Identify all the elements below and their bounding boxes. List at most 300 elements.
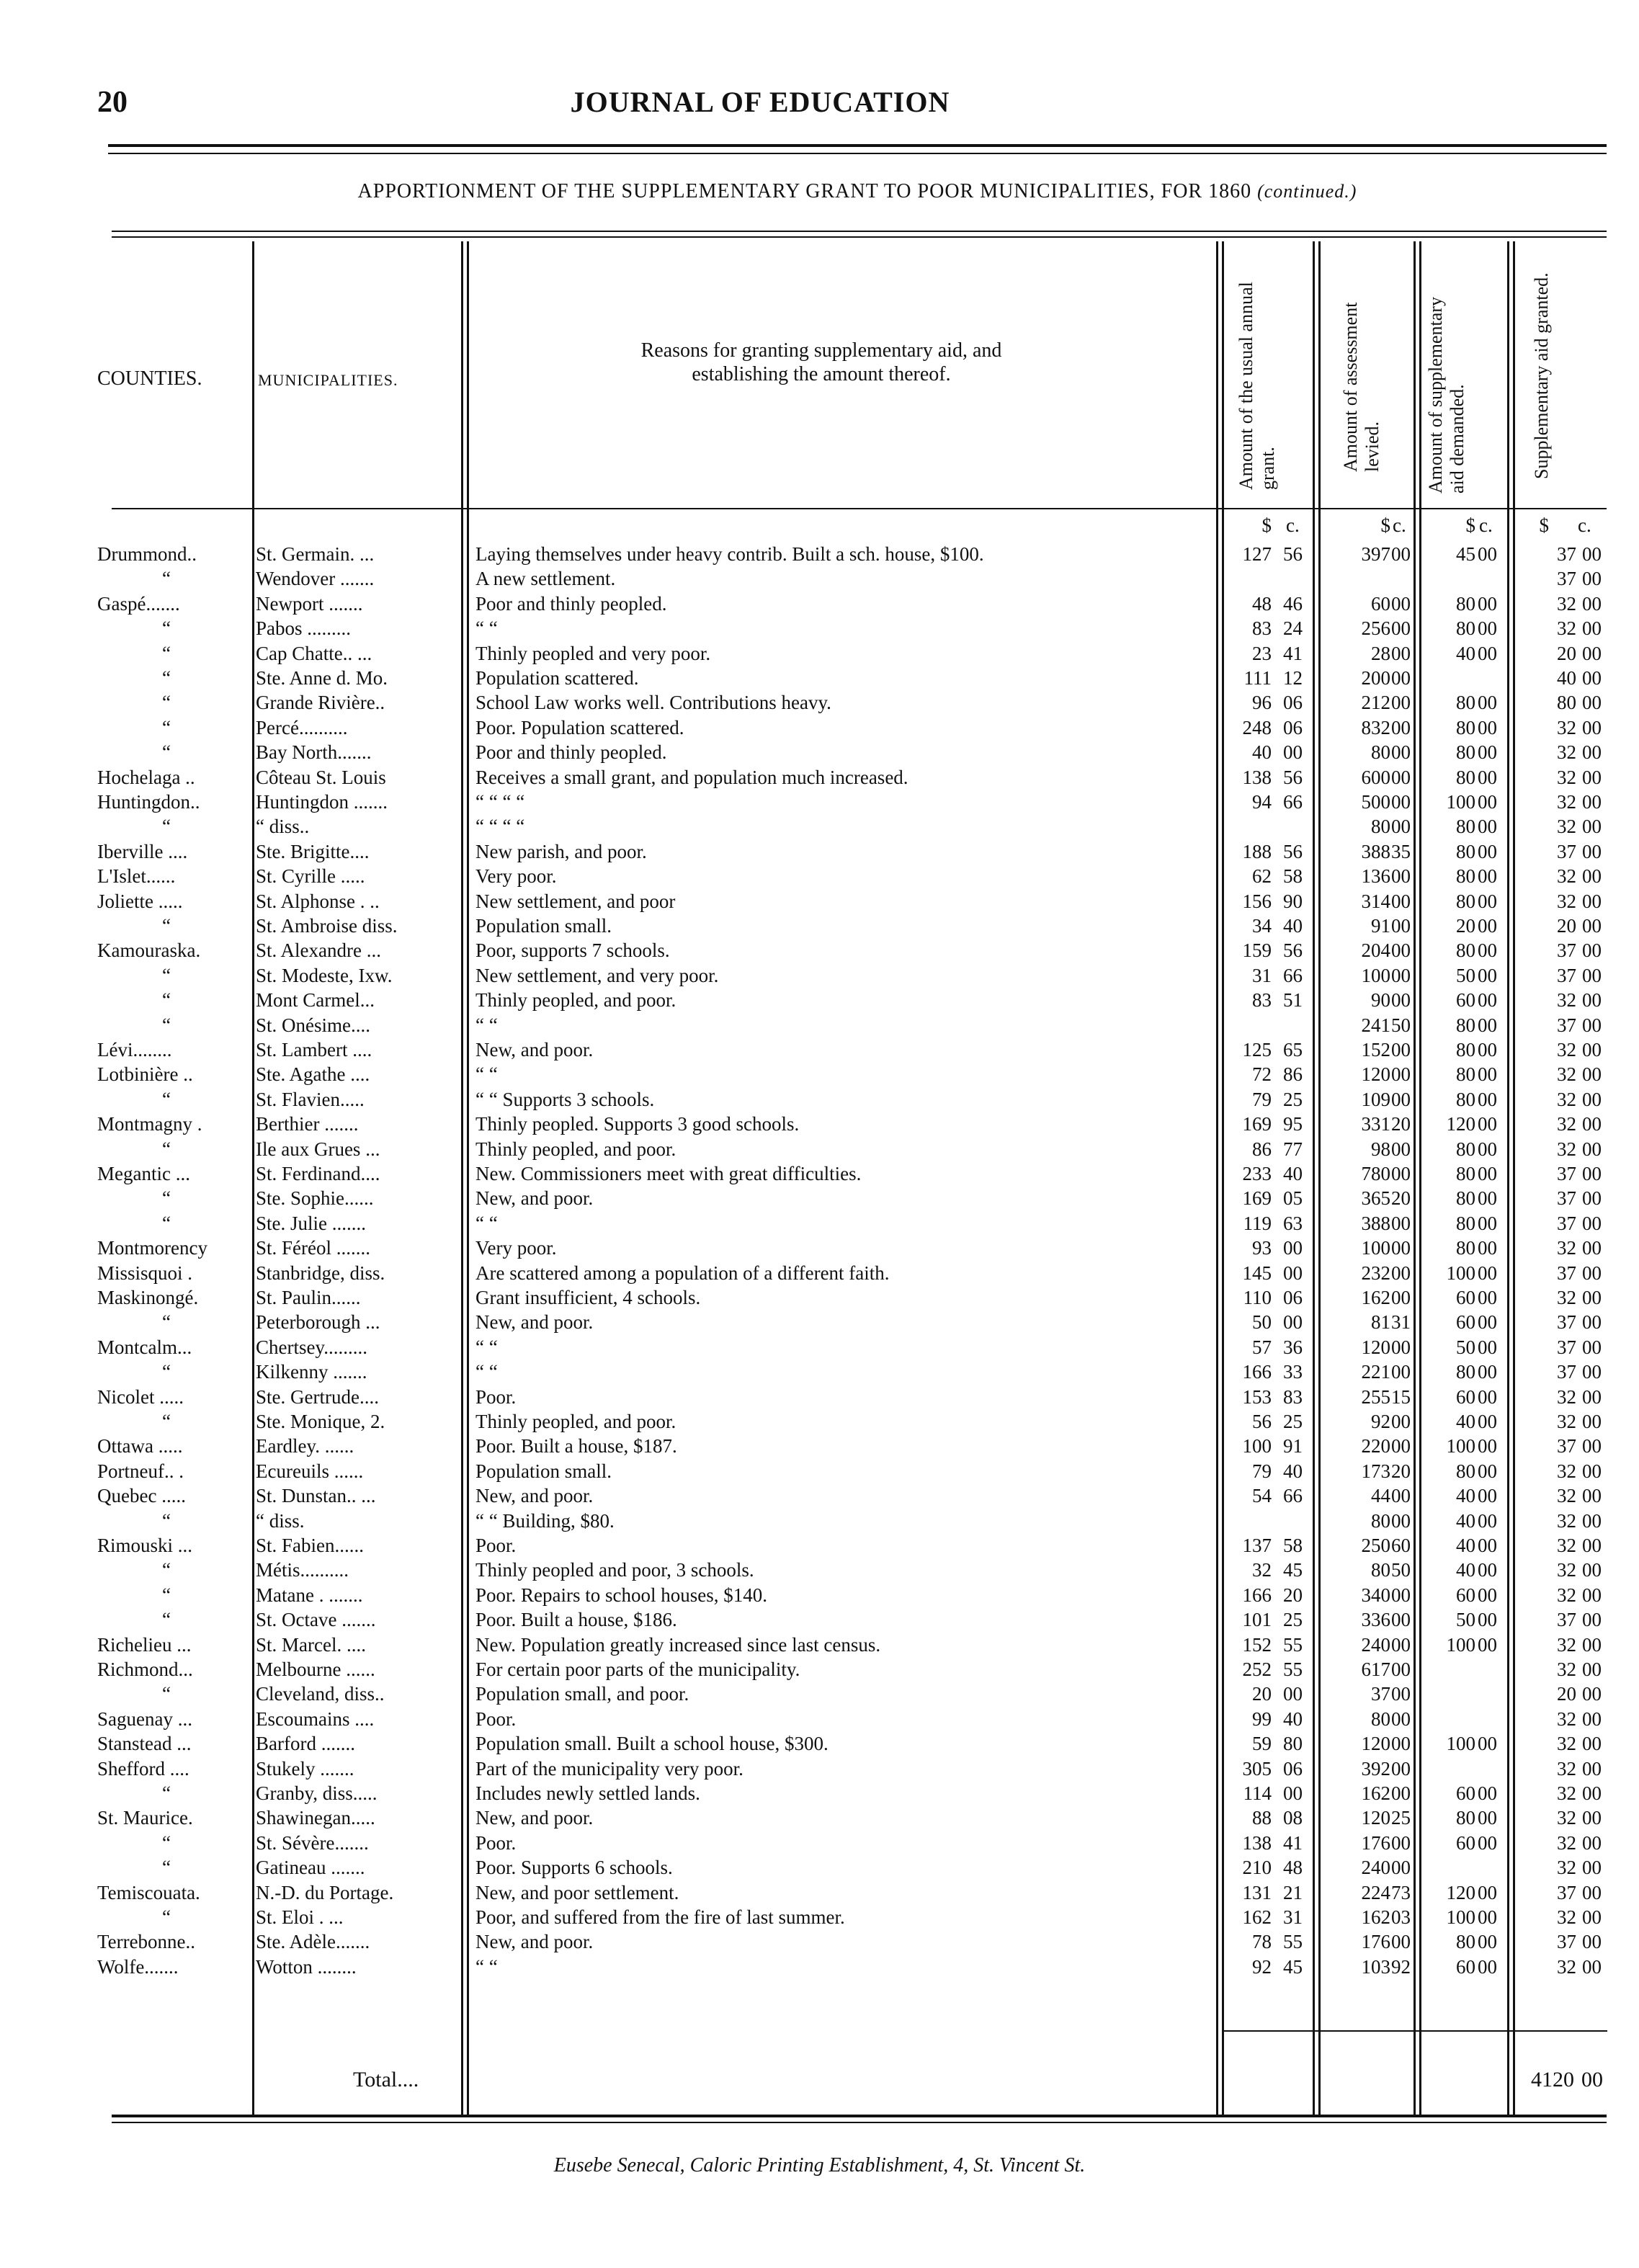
reason-cell: “ “ Supports 3 schools. <box>475 1088 655 1110</box>
municipality-cell: Wendover ....... <box>256 568 375 590</box>
header-granted: Supplementary aid granted. <box>1531 272 1552 479</box>
assessment-cents: 00 <box>1391 1088 1411 1110</box>
municipality-cell: St. Ferdinand.... <box>256 1163 380 1184</box>
granted-dollars: 32 <box>1557 1088 1576 1110</box>
usual-grant-cents: 36 <box>1283 1336 1303 1358</box>
municipality-cell: St. Germain. ... <box>256 543 375 565</box>
usual-grant-dollars: 162 <box>1242 1906 1272 1928</box>
municipality-cell: St. Marcel. .... <box>256 1633 366 1656</box>
assessment-dollars: 388 <box>1361 840 1390 862</box>
usual-grant-dollars: 145 <box>1242 1262 1272 1284</box>
county-cell: Iberville .... <box>97 840 188 862</box>
usual-grant-dollars: 23 <box>1252 642 1272 664</box>
granted-cents: 00 <box>1582 1535 1602 1556</box>
municipality-cell: Métis.......... <box>256 1559 349 1581</box>
municipality-cell: St. Onésime.... <box>256 1014 370 1036</box>
assessment-dollars: 340 <box>1361 1584 1390 1606</box>
usual-grant-cents: 00 <box>1283 741 1303 764</box>
assessment-dollars: 241 <box>1361 1014 1390 1036</box>
reason-cell: “ “ <box>475 1063 498 1086</box>
reason-cell: “ “ <box>475 1955 498 1978</box>
municipality-cell: “ diss. <box>256 1509 305 1532</box>
granted-cents: 00 <box>1582 1212 1602 1234</box>
reason-cell: “ “ <box>475 1212 498 1234</box>
reason-cell: New. Commissioners meet with great difficulties. <box>475 1163 862 1184</box>
granted-dollars: 32 <box>1557 1509 1576 1532</box>
granted-cents: 00 <box>1582 840 1602 862</box>
assessment-cents: 00 <box>1391 939 1411 962</box>
assessment-dollars: 255 <box>1361 1385 1390 1408</box>
total-dollars: 4120 <box>1531 2068 1574 2091</box>
granted-dollars: 37 <box>1557 1931 1576 1953</box>
reason-cell: Includes newly settled lands. <box>475 1782 700 1804</box>
table-row <box>0 963 1639 988</box>
granted-dollars: 32 <box>1557 1535 1576 1556</box>
total-rule <box>1222 2030 1607 2032</box>
table-row <box>0 1731 1639 1756</box>
county-cell: Drummond.. <box>97 543 197 565</box>
usual-grant-cents: 00 <box>1283 1262 1303 1284</box>
demanded-dollars: 60 <box>1456 989 1475 1012</box>
table-row <box>0 1087 1639 1112</box>
demanded-dollars: 80 <box>1456 865 1475 888</box>
table-row <box>0 1459 1639 1483</box>
usual-grant-dollars: 252 <box>1242 1658 1272 1680</box>
demanded-cents: 00 <box>1478 1931 1497 1953</box>
table-row <box>0 765 1639 790</box>
granted-dollars: 32 <box>1557 1559 1576 1581</box>
demanded-cents: 00 <box>1478 1385 1497 1408</box>
demanded-dollars: 50 <box>1456 1336 1475 1358</box>
reason-cell: Thinly peopled and poor, 3 schools. <box>475 1559 754 1581</box>
usual-grant-cents: 00 <box>1283 1237 1303 1259</box>
demanded-dollars: 40 <box>1456 1559 1475 1581</box>
granted-dollars: 37 <box>1557 1187 1576 1210</box>
table-row <box>0 1037 1639 1062</box>
assessment-cents: 00 <box>1391 1707 1411 1730</box>
table-row <box>0 790 1639 814</box>
usual-grant-cents: 65 <box>1283 1039 1303 1061</box>
header-assessment: Amount of assessment levied. <box>1340 302 1383 472</box>
usual-grant-cents: 90 <box>1283 890 1303 912</box>
granted-cents: 00 <box>1582 1633 1602 1656</box>
assessment-cents: 00 <box>1391 1435 1411 1457</box>
demanded-cents: 00 <box>1478 1113 1497 1135</box>
demanded-dollars: 80 <box>1456 840 1475 862</box>
assessment-dollars: 109 <box>1361 1088 1390 1110</box>
demanded-cents: 00 <box>1478 1361 1497 1383</box>
county-cell: Montcalm... <box>97 1336 192 1358</box>
table-row <box>0 864 1639 888</box>
usual-grant-cents: 58 <box>1283 1535 1303 1556</box>
usual-grant-cents: 20 <box>1283 1584 1303 1606</box>
assessment-dollars: 162 <box>1361 1782 1390 1804</box>
granted-cents: 00 <box>1582 1262 1602 1284</box>
assessment-cents: 00 <box>1391 1336 1411 1358</box>
reason-cell: Poor. <box>475 1535 517 1556</box>
demanded-dollars: 40 <box>1456 642 1475 664</box>
demanded-dollars: 80 <box>1456 1212 1475 1234</box>
table-row <box>0 1583 1639 1607</box>
municipality-cell: St. Ambroise diss. <box>256 915 398 937</box>
usual-grant-cents: 56 <box>1283 840 1303 862</box>
county-cell: “ <box>162 964 171 986</box>
usual-grant-dollars: 92 <box>1252 1955 1272 1978</box>
municipality-cell: Grande Rivière.. <box>256 692 385 714</box>
demanded-dollars: 100 <box>1446 1262 1475 1284</box>
usual-grant-dollars: 156 <box>1242 890 1272 912</box>
assessment-dollars: 176 <box>1361 1831 1390 1854</box>
municipality-cell: Stanbridge, diss. <box>256 1262 385 1284</box>
county-cell: “ <box>162 1857 171 1879</box>
units-row <box>0 513 1639 537</box>
reason-cell: “ “ <box>475 617 498 640</box>
assessment-cents: 00 <box>1391 1658 1411 1680</box>
county-cell: Saguenay ... <box>97 1707 192 1730</box>
demanded-dollars: 100 <box>1446 1906 1475 1928</box>
assessment-cents: 00 <box>1391 989 1411 1012</box>
usual-grant-cents: 58 <box>1283 865 1303 888</box>
assessment-cents: 00 <box>1391 741 1411 764</box>
assessment-dollars: 162 <box>1361 1906 1390 1928</box>
reason-cell: For certain poor parts of the municipality. <box>475 1658 800 1680</box>
municipality-cell: St. Fabien...... <box>256 1535 365 1556</box>
assessment-dollars: 173 <box>1361 1460 1390 1482</box>
municipality-cell: Ste. Adèle....... <box>256 1931 370 1953</box>
usual-grant-cents: 06 <box>1283 1757 1303 1780</box>
reason-cell: New. Population greatly increased since last census. <box>475 1633 881 1656</box>
usual-grant-cents: 24 <box>1283 617 1303 640</box>
demanded-dollars: 80 <box>1456 1237 1475 1259</box>
table-row <box>0 1385 1639 1409</box>
demanded-cents: 00 <box>1478 716 1497 738</box>
assessment-dollars: 204 <box>1361 939 1390 962</box>
municipality-cell: Wotton ........ <box>256 1955 357 1978</box>
municipality-cell: St. Modeste, Ixw. <box>256 964 393 986</box>
assessment-cents: 00 <box>1391 543 1411 565</box>
county-cell: Maskinongé. <box>97 1287 199 1308</box>
municipality-cell: Barford ....... <box>256 1733 355 1755</box>
granted-dollars: 32 <box>1557 865 1576 888</box>
assessment-cents: 00 <box>1391 1212 1411 1234</box>
demanded-dollars: 80 <box>1456 1088 1475 1110</box>
county-cell: “ <box>162 1559 171 1581</box>
county-cell: “ <box>162 1411 171 1432</box>
granted-cents: 00 <box>1582 592 1602 615</box>
county-cell: “ <box>162 642 171 664</box>
municipality-cell: Ste. Agathe .... <box>256 1063 370 1086</box>
table-row <box>0 1186 1639 1210</box>
demanded-dollars: 80 <box>1456 1039 1475 1061</box>
usual-grant-cents: 63 <box>1283 1212 1303 1234</box>
municipality-cell: Cap Chatte.. ... <box>256 642 372 664</box>
reason-cell: Very poor. <box>475 865 557 888</box>
demanded-cents: 00 <box>1478 1782 1497 1804</box>
municipality-cell: Cleveland, diss.. <box>256 1683 385 1705</box>
municipality-cell: Pabos ......... <box>256 617 352 640</box>
demanded-cents: 00 <box>1478 1460 1497 1482</box>
usual-grant-cents: 91 <box>1283 1435 1303 1457</box>
demanded-cents: 00 <box>1478 1509 1497 1532</box>
granted-cents: 00 <box>1582 1609 1602 1631</box>
table-row <box>0 591 1639 616</box>
county-cell: Shefford .... <box>97 1757 189 1780</box>
usual-grant-dollars: 32 <box>1252 1559 1272 1581</box>
granted-cents: 00 <box>1582 1336 1602 1358</box>
demanded-dollars: 100 <box>1446 1633 1475 1656</box>
reason-cell: Population small, and poor. <box>475 1683 689 1705</box>
assessment-dollars: 28 <box>1371 642 1390 664</box>
reason-cell: New settlement, and very poor. <box>475 964 719 986</box>
table-top-rule-2 <box>112 236 1607 238</box>
reason-cell: Poor. Supports 6 schools. <box>475 1857 673 1879</box>
table-row <box>0 1657 1639 1682</box>
table-row <box>0 1533 1639 1558</box>
county-cell: Rimouski ... <box>97 1535 193 1556</box>
municipality-cell: Shawinegan..... <box>256 1807 375 1829</box>
table-row <box>0 1682 1639 1706</box>
usual-grant-dollars: 56 <box>1252 1411 1272 1432</box>
granted-cents: 00 <box>1582 1733 1602 1755</box>
demanded-dollars: 45 <box>1456 543 1475 565</box>
unit-dollar: $ <box>1261 514 1272 536</box>
granted-cents: 00 <box>1582 865 1602 888</box>
municipality-cell: St. Lambert .... <box>256 1039 372 1061</box>
demanded-cents: 00 <box>1478 1609 1497 1631</box>
municipality-cell: St. Flavien..... <box>256 1088 365 1110</box>
assessment-cents: 00 <box>1391 1609 1411 1631</box>
county-cell: Lévi........ <box>97 1039 172 1061</box>
assessment-dollars: 780 <box>1361 1163 1390 1184</box>
assessment-cents: 50 <box>1391 1014 1411 1036</box>
table-row <box>0 1558 1639 1582</box>
county-cell: Nicolet ..... <box>97 1385 184 1408</box>
reason-cell: Poor. <box>475 1831 517 1854</box>
assessment-dollars: 100 <box>1361 964 1390 986</box>
table-row <box>0 1905 1639 1929</box>
page-header <box>97 85 1610 128</box>
usual-grant-dollars: 159 <box>1242 939 1272 962</box>
usual-grant-dollars: 233 <box>1242 1163 1272 1184</box>
demanded-dollars: 80 <box>1456 816 1475 838</box>
assessment-dollars: 392 <box>1361 1757 1390 1780</box>
county-cell: Richelieu ... <box>97 1633 192 1656</box>
assessment-dollars: 37 <box>1371 1683 1390 1705</box>
demanded-dollars: 80 <box>1456 766 1475 788</box>
usual-grant-dollars: 96 <box>1252 692 1272 714</box>
usual-grant-cents: 05 <box>1283 1187 1303 1210</box>
usual-grant-cents: 40 <box>1283 1707 1303 1730</box>
table-row <box>0 914 1639 938</box>
demanded-cents: 00 <box>1478 1262 1497 1284</box>
granted-dollars: 40 <box>1557 667 1576 689</box>
demanded-dollars: 80 <box>1456 1163 1475 1184</box>
demanded-cents: 00 <box>1478 1063 1497 1086</box>
granted-cents: 00 <box>1582 568 1602 590</box>
assessment-cents: 00 <box>1391 766 1411 788</box>
granted-cents: 00 <box>1582 1757 1602 1780</box>
usual-grant-cents: 06 <box>1283 716 1303 738</box>
demanded-dollars: 80 <box>1456 1361 1475 1383</box>
municipality-cell: St. Alphonse . .. <box>256 890 380 912</box>
granted-dollars: 32 <box>1557 1138 1576 1160</box>
assessment-dollars: 91 <box>1371 915 1390 937</box>
usual-grant-dollars: 248 <box>1242 716 1272 738</box>
usual-grant-dollars: 59 <box>1252 1733 1272 1755</box>
county-cell: “ <box>162 741 171 764</box>
demanded-dollars: 40 <box>1456 1485 1475 1507</box>
demanded-dollars: 80 <box>1456 716 1475 738</box>
granted-dollars: 37 <box>1557 1336 1576 1358</box>
granted-dollars: 37 <box>1557 840 1576 862</box>
assessment-cents: 00 <box>1391 1757 1411 1780</box>
assessment-cents: 00 <box>1391 865 1411 888</box>
usual-grant-cents: 06 <box>1283 692 1303 714</box>
unit-cent: c. <box>1286 514 1300 536</box>
reason-cell: New, and poor. <box>475 1187 594 1210</box>
usual-grant-cents: 45 <box>1283 1955 1303 1978</box>
demanded-dollars: 50 <box>1456 1609 1475 1631</box>
table-row <box>0 616 1639 640</box>
table-row <box>0 641 1639 666</box>
municipality-cell: Huntingdon ....... <box>256 791 388 813</box>
usual-grant-dollars: 210 <box>1242 1857 1272 1879</box>
municipality-cell: Bay North....... <box>256 741 372 764</box>
assessment-cents: 20 <box>1391 1460 1411 1482</box>
assessment-dollars: 331 <box>1361 1113 1390 1135</box>
demanded-dollars: 60 <box>1456 1782 1475 1804</box>
assessment-dollars: 120 <box>1361 1063 1390 1086</box>
reason-cell: New settlement, and poor <box>475 890 676 912</box>
reason-cell: “ “ Building, $80. <box>475 1509 615 1532</box>
assessment-cents: 00 <box>1391 1584 1411 1606</box>
usual-grant-cents: 31 <box>1283 1906 1303 1928</box>
municipality-cell: N.-D. du Portage. <box>256 1881 394 1903</box>
usual-grant-dollars: 40 <box>1252 741 1272 764</box>
header-municipalities: MUNICIPALITIES. <box>258 371 398 389</box>
usual-grant-cents: 08 <box>1283 1807 1303 1829</box>
assessment-dollars: 336 <box>1361 1609 1390 1631</box>
assessment-cents: 00 <box>1391 1411 1411 1432</box>
reason-cell: New, and poor. <box>475 1807 594 1829</box>
usual-grant-cents: 66 <box>1283 964 1303 986</box>
reason-cell: “ “ <box>475 1014 498 1036</box>
granted-cents: 00 <box>1582 816 1602 838</box>
municipality-cell: Ecureuils ...... <box>256 1460 364 1482</box>
municipality-cell: Berthier ....... <box>256 1113 359 1135</box>
demanded-dollars: 100 <box>1446 1733 1475 1755</box>
usual-grant-dollars: 48 <box>1252 592 1272 615</box>
county-cell: “ <box>162 1782 171 1804</box>
demanded-cents: 00 <box>1478 741 1497 764</box>
assessment-dollars: 250 <box>1361 1535 1390 1556</box>
municipality-cell: Mont Carmel... <box>256 989 375 1012</box>
county-cell: L'Islet...... <box>97 865 176 888</box>
usual-grant-dollars: 188 <box>1242 840 1272 862</box>
granted-cents: 00 <box>1582 667 1602 689</box>
printer-imprint: Eusebe Senecal, Caloric Printing Establishment, 4, St. Vincent St. <box>553 2154 1086 2177</box>
unit-cent: c. <box>1479 514 1493 536</box>
granted-cents: 00 <box>1582 939 1602 962</box>
demanded-cents: 00 <box>1478 840 1497 862</box>
demanded-cents: 00 <box>1478 617 1497 640</box>
granted-dollars: 37 <box>1557 1609 1576 1631</box>
assessment-dollars: 44 <box>1371 1485 1390 1507</box>
granted-dollars: 32 <box>1557 617 1576 640</box>
table-row <box>0 1137 1639 1161</box>
usual-grant-dollars: 111 <box>1243 667 1272 689</box>
usual-grant-dollars: 138 <box>1242 766 1272 788</box>
granted-cents: 00 <box>1582 1707 1602 1730</box>
reason-cell: Poor. Built a house, $187. <box>475 1435 677 1457</box>
demanded-cents: 00 <box>1478 766 1497 788</box>
assessment-dollars: 162 <box>1361 1287 1390 1308</box>
granted-dollars: 32 <box>1557 1113 1576 1135</box>
assessment-cents: 00 <box>1391 964 1411 986</box>
assessment-cents: 00 <box>1391 617 1411 640</box>
demanded-cents: 00 <box>1478 1733 1497 1755</box>
granted-cents: 00 <box>1582 1559 1602 1581</box>
assessment-cents: 00 <box>1391 1782 1411 1804</box>
granted-cents: 00 <box>1582 1237 1602 1259</box>
assessment-cents: 00 <box>1391 816 1411 838</box>
county-cell: “ <box>162 617 171 640</box>
assessment-dollars: 500 <box>1361 791 1390 813</box>
county-cell: Kamouraska. <box>97 939 201 962</box>
reason-cell: Thinly peopled. Supports 3 good schools. <box>475 1113 800 1135</box>
county-cell: Terrebonne.. <box>97 1931 196 1953</box>
assessment-cents: 00 <box>1391 1633 1411 1656</box>
usual-grant-dollars: 137 <box>1242 1535 1272 1556</box>
usual-grant-dollars: 125 <box>1242 1039 1272 1061</box>
reason-cell: Population scattered. <box>475 667 639 689</box>
demanded-cents: 00 <box>1478 543 1497 565</box>
granted-cents: 00 <box>1582 791 1602 813</box>
usual-grant-dollars: 127 <box>1242 543 1272 565</box>
usual-grant-dollars: 101 <box>1242 1609 1272 1631</box>
county-cell: Richmond... <box>97 1658 193 1680</box>
granted-cents: 00 <box>1582 1683 1602 1705</box>
reason-cell: Poor, and suffered from the fire of last summer. <box>475 1906 845 1928</box>
demanded-cents: 00 <box>1478 964 1497 986</box>
granted-dollars: 37 <box>1557 1361 1576 1383</box>
table-row <box>0 1880 1639 1905</box>
assessment-cents: 20 <box>1391 1187 1411 1210</box>
municipality-cell: St. Féréol ....... <box>256 1237 370 1259</box>
granted-cents: 00 <box>1582 692 1602 714</box>
table-row <box>0 666 1639 690</box>
assessment-dollars: 200 <box>1361 667 1390 689</box>
demanded-dollars: 60 <box>1456 1955 1475 1978</box>
unit-cent: c. <box>1578 514 1591 536</box>
table-row <box>0 1360 1639 1384</box>
table-row <box>0 1112 1639 1136</box>
municipality-cell: Ste. Brigitte.... <box>256 840 370 862</box>
granted-dollars: 37 <box>1557 1435 1576 1457</box>
granted-dollars: 20 <box>1557 915 1576 937</box>
assessment-cents: 00 <box>1391 642 1411 664</box>
municipality-cell: St. Paulin...... <box>256 1287 361 1308</box>
usual-grant-dollars: 20 <box>1252 1683 1272 1705</box>
demanded-cents: 00 <box>1478 1014 1497 1036</box>
reason-cell: Population small. <box>475 1460 612 1482</box>
demanded-cents: 00 <box>1478 1881 1497 1903</box>
total-cents: 00 <box>1581 2068 1603 2091</box>
granted-cents: 00 <box>1582 741 1602 764</box>
unit-cent: c. <box>1393 514 1406 536</box>
usual-grant-cents: 40 <box>1283 1460 1303 1482</box>
county-cell: “ <box>162 915 171 937</box>
